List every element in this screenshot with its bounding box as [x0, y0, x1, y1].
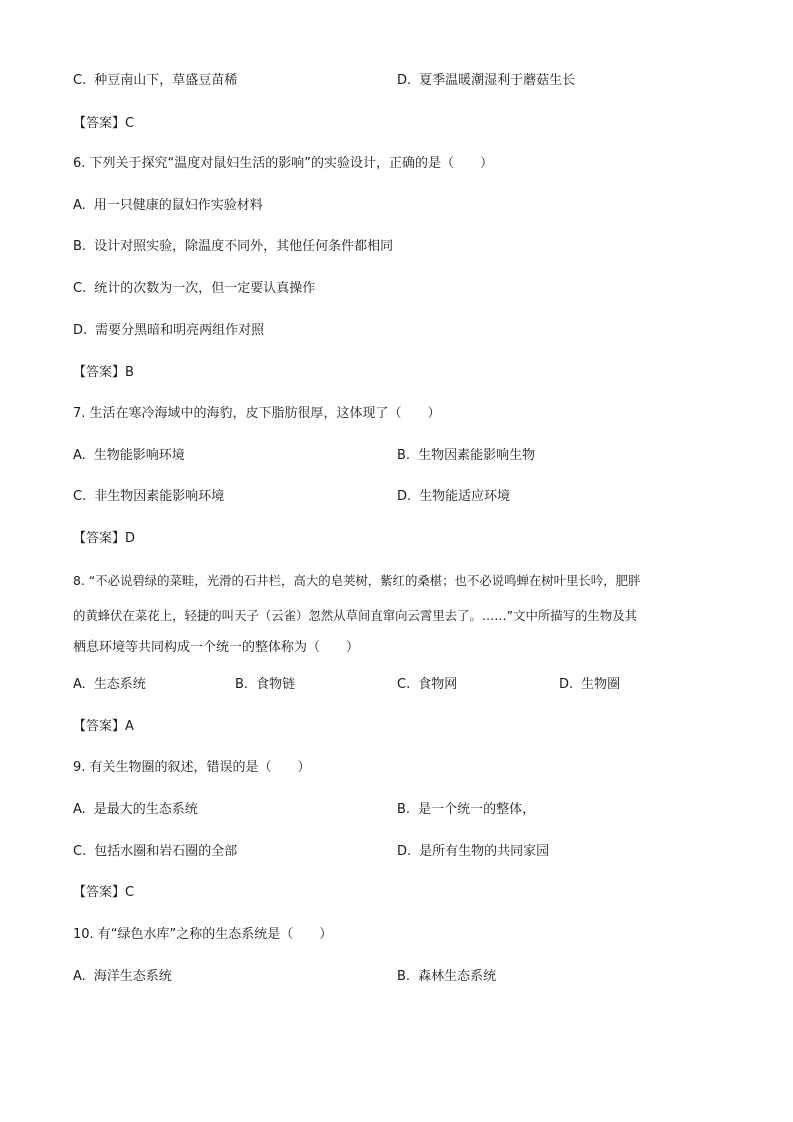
q6-option-a [73, 196, 263, 216]
q10-option-b [397, 967, 496, 987]
q8-question-line2: 的黄蜂伏在菜花上，轻捷的叫天子（云雀）忽然从草间直窜向云霄里去了。……”文中所描写的生物及其 [73, 608, 637, 623]
option-label: C. [73, 844, 87, 859]
option-text: 统计的次数为一次，但一定要认真操作 [94, 281, 316, 296]
option-label: A. [73, 677, 86, 692]
q6-answer [73, 363, 134, 383]
option-label: D. [397, 73, 412, 88]
q8-option-d [559, 675, 620, 695]
option-label: B. [397, 802, 411, 817]
q6-option-c [73, 279, 315, 299]
option-label: A. [73, 198, 86, 213]
option-label: C. [397, 677, 411, 692]
q5-option-c [73, 71, 237, 91]
answer-value: C [125, 116, 135, 131]
option-text: 是所有生物的共同家园 [419, 844, 550, 859]
option-label: C. [73, 489, 87, 504]
option-text: 包括水圈和岩石圈的全部 [94, 844, 238, 859]
option-label: B. [397, 448, 411, 463]
q8-question-line1: 8. “不必说碧绿的菜畦，光滑的石井栏，高大的皂荚树，紫红的桑椹；也不必说鸣蝉在树叶里长吟，肥胖 [73, 573, 641, 588]
option-text: 夏季温暖潮湿利于蘑菇生长 [419, 73, 576, 88]
q8-option-a [73, 675, 146, 695]
option-text: 用一只健康的鼠妇作实验材料 [93, 198, 263, 213]
option-label: D. [73, 323, 88, 338]
option-text: 需要分黑暗和明亮两组作对照 [95, 323, 265, 338]
q7-option-d [397, 487, 510, 507]
answer-tag: 【答案】 [73, 365, 126, 380]
q7-option-b [397, 446, 535, 466]
q7-question: 7. 生活在寒冷海域中的海豹，皮下脂肪很厚，这体现了（ ） [73, 406, 441, 421]
option-label: C. [73, 281, 87, 296]
q9-option-c [73, 842, 237, 862]
option-text: 生物能影响环境 [93, 448, 185, 463]
option-label: A. [73, 802, 86, 817]
option-text: 食物网 [418, 677, 458, 692]
q6-question: 6. 下列关于探究“温度对鼠妇生活的影响”的实验设计，正确的是（ ） [73, 156, 494, 171]
option-text: 种豆南山下，草盛豆苗稀 [94, 73, 238, 88]
option-label: D. [559, 677, 574, 692]
option-text: 生物因素能影响生物 [418, 448, 536, 463]
q8-option-c [397, 675, 457, 695]
answer-value: A [125, 719, 134, 734]
option-label: D. [397, 489, 412, 504]
option-text: 生物圈 [581, 677, 621, 692]
option-text: 生态系统 [93, 677, 146, 692]
q8-option-b [235, 675, 295, 695]
option-text: 森林生态系统 [418, 969, 497, 984]
option-text: 食物链 [256, 677, 296, 692]
q6-option-d [73, 321, 264, 341]
answer-value: C [125, 885, 135, 900]
option-text: 是一个统一的整体， [418, 802, 536, 817]
q8-answer [73, 717, 134, 737]
q7-option-c [73, 487, 224, 507]
q6-option-b [73, 237, 393, 257]
option-text: 设计对照实验，除温度不同外，其他任何条件都相同 [94, 239, 394, 254]
q9-option-b [397, 800, 535, 820]
answer-tag: 【答案】 [73, 116, 126, 131]
option-text: 海洋生态系统 [93, 969, 172, 984]
q7-option-a [73, 446, 185, 466]
q9-answer [73, 883, 134, 903]
answer-tag: 【答案】 [73, 531, 126, 546]
option-label: B. [73, 239, 87, 254]
q5-option-d [397, 71, 575, 91]
q7-answer [73, 529, 135, 549]
answer-value: B [125, 365, 134, 380]
option-label: A. [73, 969, 86, 984]
q9-option-a [73, 800, 198, 820]
q8-question-line3: 栖息环境等共同构成一个统一的整体称为（ ） [73, 640, 360, 655]
answer-tag: 【答案】 [73, 885, 126, 900]
option-label: B. [235, 677, 249, 692]
option-label: D. [397, 844, 412, 859]
q10-question: 10. 有“绿色水库”之称的生态系统是（ ） [73, 927, 333, 942]
option-text: 生物能适应环境 [419, 489, 511, 504]
q9-option-d [397, 842, 549, 862]
option-label: C. [73, 73, 87, 88]
q9-question: 9. 有关生物圈的叙述，错误的是（ ） [73, 760, 311, 775]
option-label: B. [397, 969, 411, 984]
option-text: 是最大的生态系统 [93, 802, 198, 817]
answer-value: D [125, 531, 136, 546]
q10-option-a [73, 967, 172, 987]
answer-tag: 【答案】 [73, 719, 126, 734]
option-text: 非生物因素能影响环境 [94, 489, 225, 504]
q5-answer [73, 114, 134, 134]
option-label: A. [73, 448, 86, 463]
